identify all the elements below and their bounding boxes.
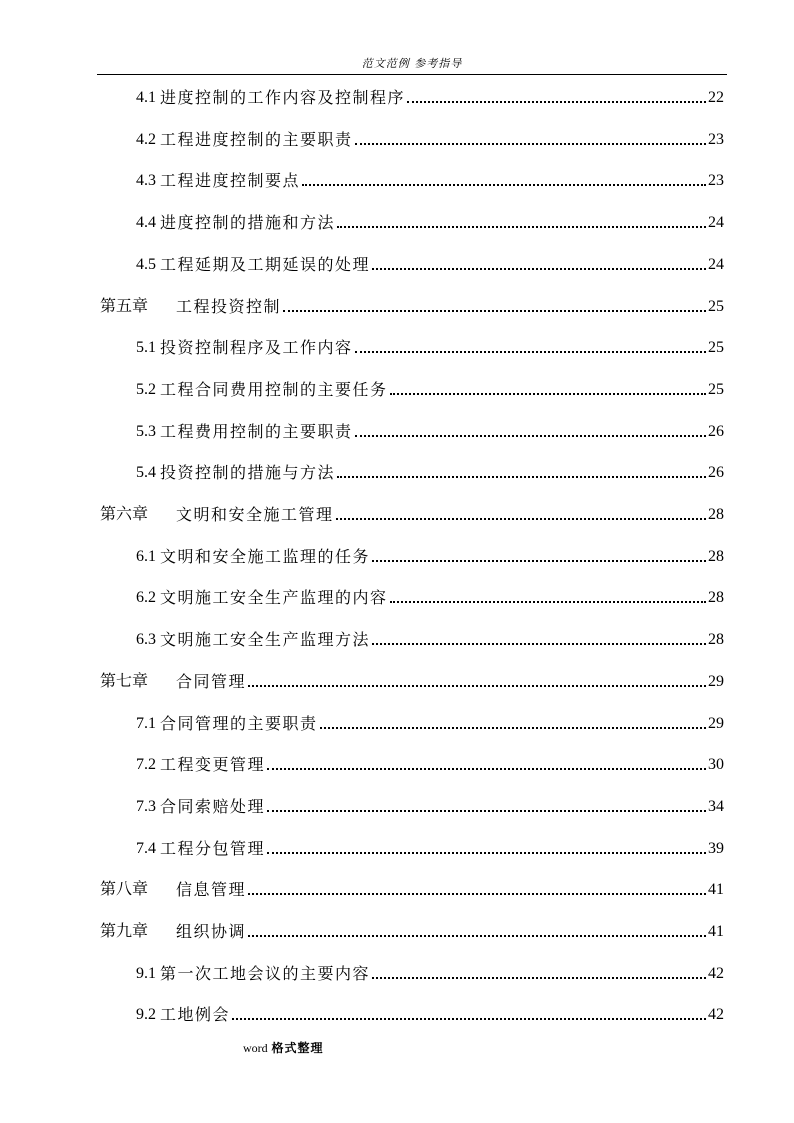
toc-section-entry[interactable] — [136, 960, 724, 984]
toc-section-entry[interactable] — [136, 835, 724, 859]
toc-section-entry[interactable] — [136, 626, 724, 650]
toc-dot-leader — [320, 726, 706, 729]
toc-entry-number: 4.5 — [136, 255, 156, 273]
toc-entry-page-number: 29 — [708, 714, 724, 732]
toc-entry-number: 5.1 — [136, 339, 156, 357]
toc-entry-page-number: 28 — [708, 506, 724, 523]
toc-entry-number: 第五章 — [100, 297, 149, 315]
footer-cjk-text: 格式整理 — [271, 1041, 324, 1055]
toc-entry-page-number: 30 — [708, 756, 724, 774]
toc-entry-page-number: 41 — [708, 881, 724, 899]
toc-dot-leader — [407, 100, 706, 103]
toc-entry-page-number: 42 — [708, 1006, 724, 1024]
toc-dot-leader — [372, 267, 706, 270]
toc-chapter-entry[interactable] — [100, 876, 724, 900]
toc-entry-number: 5.4 — [136, 464, 156, 482]
toc-section-entry[interactable] — [136, 543, 724, 567]
toc-dot-leader — [372, 642, 706, 645]
toc-entry-number: 6.2 — [136, 589, 156, 607]
toc-entry-title: 工程进度控制要点 — [160, 171, 301, 191]
toc-section-entry[interactable] — [136, 126, 724, 150]
toc-section-entry[interactable] — [136, 793, 724, 817]
toc-chapter-entry[interactable] — [100, 501, 724, 525]
toc-section-entry[interactable] — [136, 418, 724, 442]
toc-entry-number: 7.1 — [136, 714, 156, 732]
toc-entry-title: 文明和安全施工监理的任务 — [160, 546, 371, 566]
toc-entry-title: 工程分包管理 — [160, 838, 266, 858]
toc-section-entry[interactable] — [136, 1001, 724, 1025]
toc-dot-leader — [337, 475, 706, 478]
toc-dot-leader — [355, 350, 706, 353]
toc-section-entry[interactable] — [136, 459, 724, 483]
toc-entry-title: 第一次工地会议的主要内容 — [160, 963, 371, 983]
toc-entry-page-number: 28 — [708, 547, 724, 565]
toc-entry-number: 4.4 — [136, 214, 156, 232]
footer-latin-text: word — [243, 1041, 268, 1055]
toc-entry-title: 合同索赔处理 — [160, 796, 266, 816]
toc-section-entry[interactable] — [136, 209, 724, 233]
toc-entry-title: 文明施工安全生产监理的内容 — [160, 588, 388, 608]
toc-entry-page-number: 23 — [708, 130, 724, 148]
toc-entry-page-number: 25 — [708, 339, 724, 357]
toc-entry-title: 工程延期及工期延误的处理 — [160, 254, 371, 274]
toc-section-entry[interactable] — [136, 167, 724, 191]
toc-section-entry[interactable] — [136, 710, 724, 734]
toc-entry-title: 工地例会 — [160, 1005, 231, 1025]
toc-dot-leader — [372, 976, 706, 979]
toc-entry-title: 工程合同费用控制的主要任务 — [160, 379, 388, 399]
toc-entry-number: 4.1 — [136, 89, 156, 106]
page-footer — [243, 1040, 324, 1056]
toc-entry-page-number: 26 — [708, 422, 724, 440]
toc-entry-page-number: 26 — [708, 464, 724, 482]
toc-entry-title: 工程费用控制的主要职责 — [160, 421, 353, 441]
toc-dot-leader — [283, 309, 706, 312]
toc-entry-title: 信息管理 — [176, 880, 247, 900]
toc-chapter-entry[interactable] — [100, 918, 724, 942]
toc-entry-title: 工程投资控制 — [176, 296, 282, 316]
toc-entry-number: 第七章 — [100, 672, 149, 690]
toc-entry-number: 7.2 — [136, 756, 156, 774]
toc-entry-page-number: 24 — [708, 214, 724, 232]
toc-dot-leader — [248, 892, 706, 895]
toc-dot-leader — [355, 434, 706, 437]
toc-dot-leader — [232, 1017, 706, 1020]
toc-entry-number: 第八章 — [100, 881, 149, 899]
toc-entry-number: 7.3 — [136, 797, 156, 815]
toc-dot-leader — [267, 851, 706, 854]
toc-entry-title: 工程变更管理 — [160, 755, 266, 775]
toc-entry-page-number: 24 — [708, 255, 724, 273]
toc-entry-number: 9.1 — [136, 964, 156, 982]
toc-entry-title: 文明和安全施工管理 — [176, 505, 334, 524]
toc-entry-title: 组织协调 — [176, 922, 247, 941]
toc-entry-title: 文明施工安全生产监理方法 — [160, 630, 371, 650]
toc-entry-number: 4.2 — [136, 130, 156, 148]
toc-dot-leader — [337, 225, 706, 228]
toc-dot-leader — [372, 559, 706, 562]
toc-entry-number: 4.3 — [136, 172, 156, 190]
header-text: 范文范例 参考指导 — [361, 57, 463, 70]
toc-section-entry[interactable] — [136, 376, 724, 400]
toc-section-entry[interactable] — [136, 334, 724, 358]
toc-chapter-entry[interactable] — [100, 668, 724, 692]
toc-dot-leader — [302, 183, 706, 186]
toc-entry-number: 5.3 — [136, 422, 156, 440]
toc-dot-leader — [336, 517, 706, 520]
toc-entry-page-number: 42 — [708, 964, 724, 982]
toc-entry-page-number: 25 — [708, 380, 724, 398]
toc-chapter-entry[interactable] — [100, 293, 724, 317]
toc-entry-number: 第六章 — [100, 506, 149, 523]
toc-entry-title: 投资控制的措施与方法 — [160, 463, 336, 483]
toc-entry-page-number: 41 — [708, 923, 724, 940]
toc-section-entry[interactable] — [136, 251, 724, 275]
toc-dot-leader — [267, 767, 706, 770]
toc-entry-page-number: 29 — [708, 672, 724, 690]
toc-entry-title: 合同管理的主要职责 — [160, 713, 318, 733]
toc-entry-page-number: 22 — [708, 89, 724, 106]
toc-entry-number: 7.4 — [136, 839, 156, 857]
toc-entry-title: 进度控制的措施和方法 — [160, 213, 336, 233]
toc-dot-leader — [390, 600, 706, 603]
toc-entry-page-number: 34 — [708, 797, 724, 815]
toc-entry-number: 第九章 — [100, 923, 149, 940]
toc-entry-page-number: 28 — [708, 589, 724, 607]
toc-entry-page-number: 39 — [708, 839, 724, 857]
toc-dot-leader — [248, 684, 706, 687]
toc-dot-leader — [355, 142, 706, 145]
toc-dot-leader — [248, 934, 706, 937]
toc-entry-number: 6.3 — [136, 631, 156, 649]
toc-entry-page-number: 25 — [708, 297, 724, 315]
toc-entry-page-number: 23 — [708, 172, 724, 190]
toc-entry-title: 进度控制的工作内容及控制程序 — [160, 88, 406, 107]
toc-entry-page-number: 28 — [708, 631, 724, 649]
toc-section-entry[interactable] — [136, 84, 724, 108]
toc-entry-title: 投资控制程序及工作内容 — [160, 338, 353, 358]
toc-section-entry[interactable] — [136, 751, 724, 775]
toc-dot-leader — [267, 809, 706, 812]
toc-section-entry[interactable] — [136, 584, 724, 608]
toc-entry-number: 5.2 — [136, 380, 156, 398]
toc-entry-number: 9.2 — [136, 1006, 156, 1024]
toc-entry-title: 合同管理 — [176, 671, 247, 691]
toc-dot-leader — [390, 392, 706, 395]
toc-entry-number: 6.1 — [136, 547, 156, 565]
toc-entry-title: 工程进度控制的主要职责 — [160, 129, 353, 149]
